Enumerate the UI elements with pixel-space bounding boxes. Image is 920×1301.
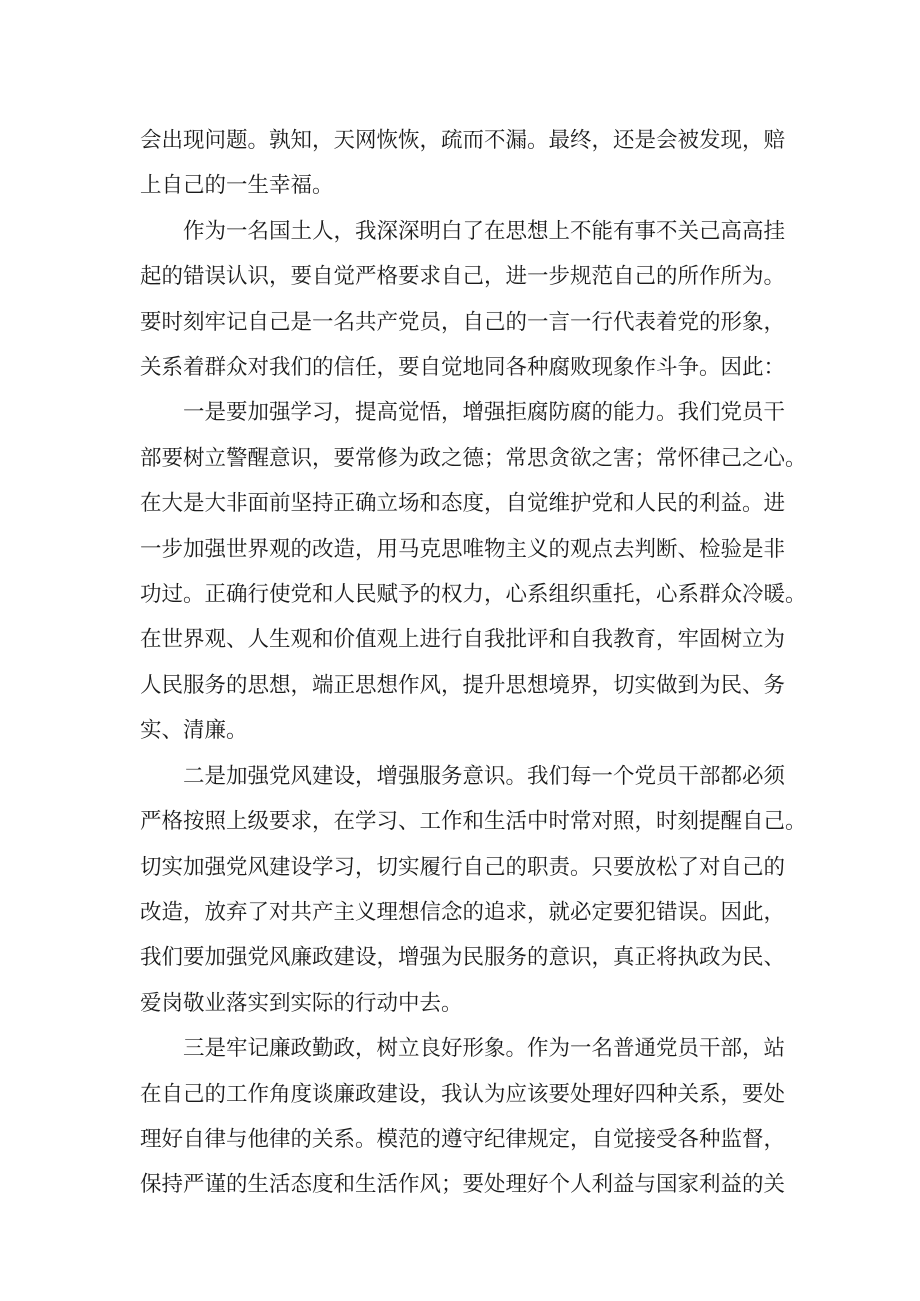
text-line: 爱岗敬业落实到实际的行动中去。 (140, 990, 463, 1016)
paragraph-4 (140, 754, 807, 1026)
text-line: 起的错误认识，要自觉严格要求自己，进一步规范自己的所作所为。 (140, 264, 786, 290)
text-line: 保持严谨的生活态度和生活作风；要处理好个人利益与国家利益的关 (140, 1172, 786, 1198)
paragraph-1 (140, 118, 786, 209)
text-line: 严格按照上级要求，在学习、工作和生活中时常对照，时刻提醒自己。 (140, 809, 807, 835)
text-line: 理好自律与他律的关系。模范的遵守纪律规定，自觉接受各种监督， (140, 1126, 786, 1152)
paragraph-2 (140, 209, 786, 391)
text-line: 要时刻牢记自己是一名共产党员，自己的一言一行代表着党的形象， (140, 309, 786, 335)
text-line: 一是要加强学习，提高觉悟，增强拒腐防腐的能力。我们党员干 (183, 400, 786, 426)
text-line: 人民服务的思想，端正思想作风，提升思想境界，切实做到为民、务 (140, 672, 786, 698)
text-line: 实、清廉。 (140, 718, 248, 744)
text-line: 改造，放弃了对共产主义理想信念的追求，就必定要犯错误。因此， (140, 899, 786, 925)
text-line: 二是加强党风建设，增强服务意识。我们每一个党员干部都必须 (183, 763, 786, 789)
text-line: 会出现问题。孰知，天网恢恢，疏而不漏。最终，还是会被发现，赔 (140, 128, 786, 153)
text-line: 我们要加强党风廉政建设，增强为民服务的意识，真正将执政为民、 (140, 945, 786, 971)
text-line: 上自己的一生幸福。 (140, 173, 334, 199)
text-line: 在世界观、人生观和价值观上进行自我批评和自我教育，牢固树立为 (140, 627, 786, 653)
text-line: 功过。正确行使党和人民赋予的权力，心系组织重托，心系群众冷暖。 (140, 582, 807, 608)
text-line: 切实加强党风建设学习，切实履行自己的职责。只要放松了对自己的 (140, 854, 786, 880)
text-line: 三是牢记廉政勤政，树立良好形象。作为一名普通党员干部，站 (183, 1036, 786, 1062)
text-line: 一步加强世界观的改造，用马克思唯物主义的观点去判断、检验是非 (140, 536, 786, 562)
paragraph-5 (140, 1026, 786, 1208)
text-line: 在自己的工作角度谈廉政建设，我认为应该要处理好四种关系，要处 (140, 1081, 786, 1107)
text-line: 在大是大非面前坚持正确立场和态度，自觉维护党和人民的利益。进 (140, 491, 786, 517)
text-line: 部要树立警醒意识，要常修为政之德；常思贪欲之害；常怀律己之心。 (140, 445, 807, 471)
text-line: 作为一名国土人，我深深明白了在思想上不能有事不关己高高挂 (183, 218, 786, 244)
document-body (140, 118, 807, 1208)
paragraph-3 (140, 390, 807, 753)
text-line: 关系着群众对我们的信任，要自觉地同各种腐败现象作斗争。因此： (140, 355, 786, 381)
